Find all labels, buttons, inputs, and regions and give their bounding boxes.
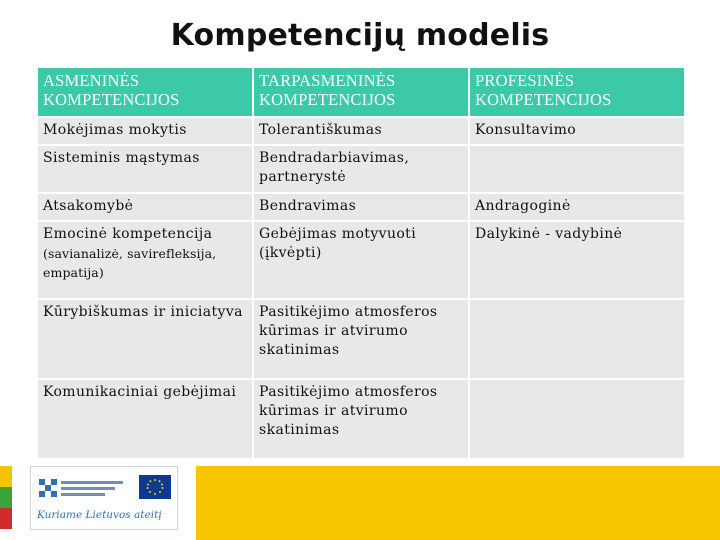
table-cell: Pasitikėjimo atmosferos kūrimas ir atvirumo skatinimas xyxy=(253,379,469,459)
table-cell: Bendravimas xyxy=(253,193,469,221)
cell-sub-text: (savianalizė, savirefleksija, empatija) xyxy=(43,246,217,280)
table-cell: Pasitikėjimo atmosferos kūrimas ir atvirumo skatinimas xyxy=(253,299,469,379)
table-row xyxy=(37,221,685,299)
eu-flag-icon xyxy=(139,475,171,499)
table-cell: Atsakomybė xyxy=(37,193,253,221)
footer-tagline: Kuriame Lietuvos ateitį xyxy=(37,509,162,521)
table-cell: Mokėjimas mokytis xyxy=(37,117,253,145)
competency-table xyxy=(36,66,686,460)
table-row xyxy=(37,145,685,193)
header-professional: PROFESINĖS KOMPETENCIJOS xyxy=(469,67,685,117)
color-stripes xyxy=(0,466,12,530)
table-cell xyxy=(469,379,685,459)
header-personal: ASMENINĖS KOMPETENCIJOS xyxy=(37,67,253,117)
table-row xyxy=(37,193,685,221)
table-cell: Konsultavimo xyxy=(469,117,685,145)
table-cell: Kūrybiškumas ir iniciatyva xyxy=(37,299,253,379)
cell-main-text: Emocinė kompetencija xyxy=(43,226,213,242)
table-header-row xyxy=(37,67,685,117)
footer-yellow-bar xyxy=(196,466,720,540)
stripe-green xyxy=(0,487,12,508)
table-cell xyxy=(37,221,253,299)
table-row xyxy=(37,117,685,145)
header-interpersonal: TARPASMENINĖS KOMPETENCIJOS xyxy=(253,67,469,117)
esf-logo-icon xyxy=(39,475,129,501)
table-cell xyxy=(469,145,685,193)
table-row xyxy=(37,379,685,459)
table-cell: Komunikaciniai gebėjimai xyxy=(37,379,253,459)
sponsor-logo-box xyxy=(30,466,178,530)
slide-title: Kompetencijų modelis xyxy=(170,18,550,53)
table-row xyxy=(37,299,685,379)
stripe-red xyxy=(0,508,12,529)
table-cell: Andragoginė xyxy=(469,193,685,221)
stripe-yellow xyxy=(0,466,12,487)
table-cell: Dalykinė - vadybinė xyxy=(469,221,685,299)
table-cell: Sisteminis mąstymas xyxy=(37,145,253,193)
table-cell xyxy=(469,299,685,379)
table-cell: Bendradarbiavimas, partnerystė xyxy=(253,145,469,193)
table-cell: Gebėjimas motyvuoti (įkvėpti) xyxy=(253,221,469,299)
table-cell: Tolerantiškumas xyxy=(253,117,469,145)
